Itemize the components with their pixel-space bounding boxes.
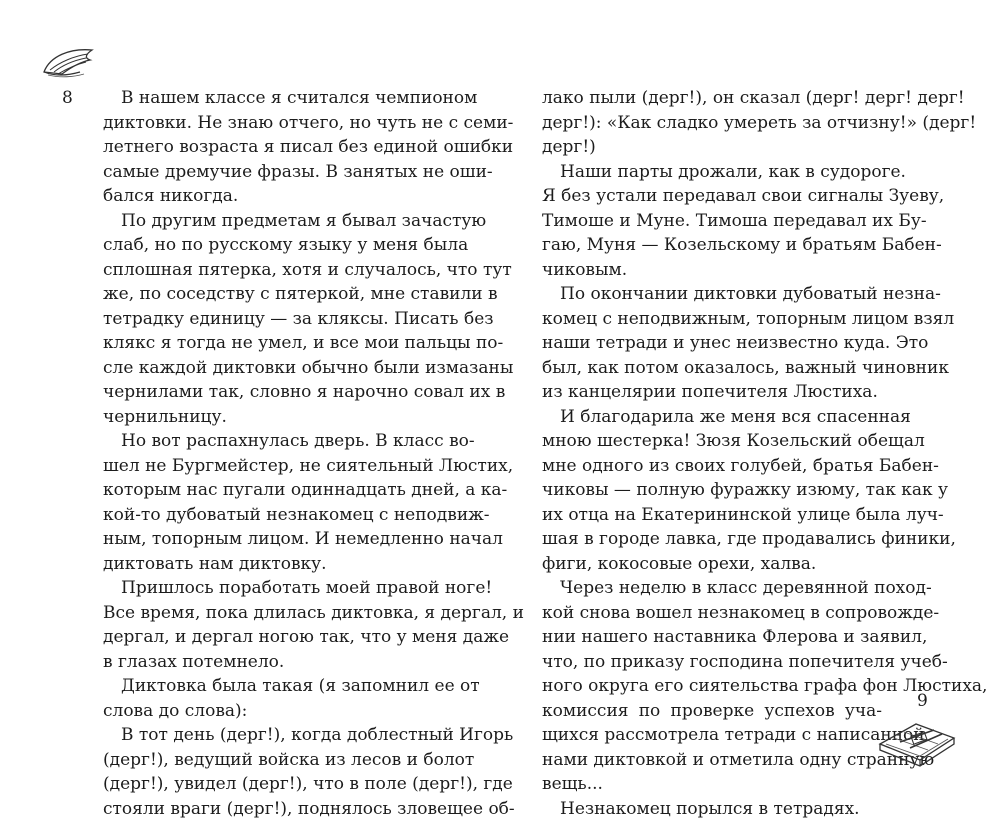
text-line: вещь... [542,772,882,797]
text-line: По окончании диктовки дубоватый незна- [542,282,882,307]
page-number-left: 8 [62,86,73,110]
text-line: Тимоше и Муне. Тимоша передавал их Бу- [542,209,882,234]
text-line: их отца на Екатерининской улице была луч- [542,503,882,528]
text-line: сле каждой диктовки обычно были измазаны [103,356,443,381]
text-line: в глазах потемнело. [103,650,443,675]
text-line: был, как потом оказалось, важный чиновник [542,356,882,381]
text-line: самые дремучие фразы. В занятых не оши- [103,160,443,185]
text-line: тетрадку единицу — за кляксы. Писать без [103,307,443,332]
text-line: Наши парты дрожали, как в судороге. [542,160,882,185]
text-line: чиковы — полную фуражку изюму, так как у [542,478,882,503]
text-line: нами диктовкой и отметила одну странную [542,748,882,773]
text-line: клякс я тогда не умел, и все мои пальцы по- [103,331,443,356]
text-line: дерг!) [542,135,882,160]
left-page-text [103,86,443,821]
text-line: чернилами так, словно я нарочно совал их в [103,380,443,405]
text-line: мною шестерка! Зюзя Козельский обещал [542,429,882,454]
text-line: (дерг!), увидел (дерг!), что в поле (дерг!), где [103,772,443,797]
text-line: И благодарила же меня вся спасенная [542,405,882,430]
text-line: Диктовка была такая (я запомнил ее от [103,674,443,699]
text-line: щихся рассмотрела тетради с написанной [542,723,882,748]
text-line: По другим предметам я бывал зачастую [103,209,443,234]
text-line: летнего возраста я писал без единой ошибки [103,135,443,160]
text-line: мне одного из своих голубей, братья Бабен- [542,454,882,479]
text-line: которым нас пугали одиннадцать дней, а ка- [103,478,443,503]
text-line: слаб, но по русскому языку у меня была [103,233,443,258]
text-line: нии нашего наставника Флерова и заявил, [542,625,882,650]
text-line: чернильницу. [103,405,443,430]
text-line: же, по соседству с пятеркой, мне ставили в [103,282,443,307]
text-line: ным, топорным лицом. И немедленно начал [103,527,443,552]
text-line: Но вот распахнулась дверь. В класс во- [103,429,443,454]
text-line: наши тетради и унес неизвестно куда. Это [542,331,882,356]
text-line: дергал, и дергал ногою так, что у меня даже [103,625,443,650]
book-bundle-ornament-icon [876,714,958,768]
bird-ornament-icon [40,44,104,80]
text-line: диктовать нам диктовку. [103,552,443,577]
text-line: комец с неподвижным, топорным лицом взял [542,307,882,332]
text-line: диктовки. Не знаю отчего, но чуть не с семи- [103,111,443,136]
text-line: Все время, пока длилась диктовка, я дергал, и [103,601,443,626]
right-page-text [542,86,882,821]
text-line: шая в городе лавка, где продавались финики, [542,527,882,552]
text-line: слова до слова): [103,699,443,724]
text-line: лако пыли (дерг!), он сказал (дерг! дерг! дерг! [542,86,882,111]
text-line: дерг!): «Как сладко умереть за отчизну!» (дерг! [542,111,882,136]
text-line: Я без устали передавал свои сигналы Зуеву, [542,184,882,209]
text-line: ного округа его сиятельства графа фон Люстиха, [542,674,882,699]
text-line: комиссия по проверке успехов уча- [542,699,882,724]
text-line: кой снова вошел незнакомец в сопровожде- [542,601,882,626]
text-line: что, по приказу господина попечителя учеб- [542,650,882,675]
page-number-right: 9 [917,689,928,713]
text-line: Через неделю в класс деревянной поход- [542,576,882,601]
text-line: сплошная пятерка, хотя и случалось, что тут [103,258,443,283]
text-line: бался никогда. [103,184,443,209]
text-line: фиги, кокосовые орехи, халва. [542,552,882,577]
text-line: (дерг!), ведущий войска из лесов и болот [103,748,443,773]
text-line: кой-то дубоватый незнакомец с неподвиж- [103,503,443,528]
text-line: Незнакомец порылся в тетрадях. [542,797,882,821]
text-line: шел не Бургмейстер, не сиятельный Люстих, [103,454,443,479]
text-line: В тот день (дерг!), когда доблестный Игорь [103,723,443,748]
text-line: Пришлось поработать моей правой ноге! [103,576,443,601]
text-line: чиковым. [542,258,882,283]
text-line: В нашем классе я считался чемпионом [103,86,443,111]
text-line: из канцелярии попечителя Люстиха. [542,380,882,405]
text-line: стояли враги (дерг!), поднялось зловещее об- [103,797,443,821]
text-line: гаю, Муня — Козельскому и братьям Бабен- [542,233,882,258]
